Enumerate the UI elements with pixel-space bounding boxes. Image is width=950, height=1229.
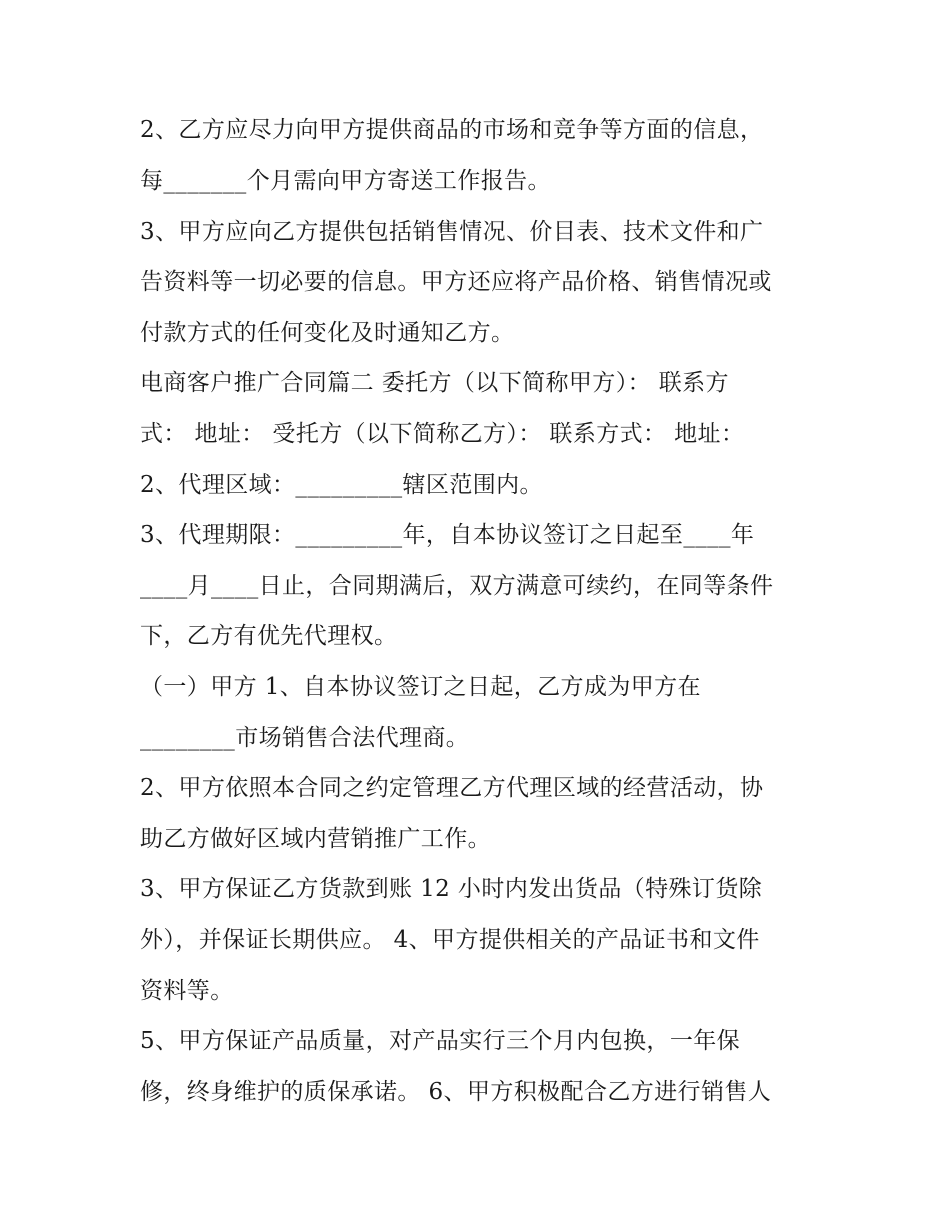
paragraph-line: 2、甲方依照本合同之约定管理乙方代理区域的经营活动，协	[140, 775, 764, 801]
paragraph-line: 告资料等一切必要的信息。甲方还应将产品价格、销售情况或	[140, 269, 772, 295]
paragraph-line: ________市场销售合法代理商。	[140, 725, 470, 751]
paragraph-line: 每_______个月需向甲方寄送工作报告。	[140, 168, 551, 194]
paragraph-line: 2、代理区域：_________辖区范围内。	[140, 472, 543, 498]
paragraph-line: 3、甲方应向乙方提供包括销售情况、价目表、技术文件和广	[140, 219, 764, 245]
paragraph-line: 下，乙方有优先代理权。	[140, 623, 398, 649]
paragraph-line: 5、甲方保证产品质量，对产品实行三个月内包换，一年保	[140, 1028, 741, 1054]
paragraph-line: （一）甲方 1、自本协议签订之日起，乙方成为甲方在	[140, 674, 701, 700]
paragraph-line: 修，终身维护的质保承诺。 6、甲方积极配合乙方进行销售人	[140, 1079, 772, 1105]
paragraph-line: ____月____日止，合同期满后，双方满意可续约，在同等条件	[140, 573, 774, 599]
paragraph-line: 外），并保证长期供应。 4、甲方提供相关的产品证书和文件	[140, 927, 760, 953]
paragraph-line: 3、甲方保证乙方货款到账 12 小时内发出货品（特殊订货除	[140, 876, 763, 902]
paragraph-line: 资料等。	[140, 978, 234, 1004]
paragraph-line: 3、代理期限：_________年，自本协议签订之日起至____年	[140, 522, 755, 548]
paragraph-line: 付款方式的任何变化及时通知乙方。	[140, 320, 515, 346]
paragraph-line: 助乙方做好区域内营销推广工作。	[140, 826, 491, 852]
paragraph-line: 式： 地址： 受托方（以下简称乙方）： 联系方式： 地址：	[140, 421, 745, 447]
paragraph-line: 电商客户推广合同篇二 委托方（以下简称甲方）： 联系方	[140, 370, 729, 396]
paragraph-line: 2、乙方应尽力向甲方提供商品的市场和竞争等方面的信息，	[140, 117, 764, 143]
